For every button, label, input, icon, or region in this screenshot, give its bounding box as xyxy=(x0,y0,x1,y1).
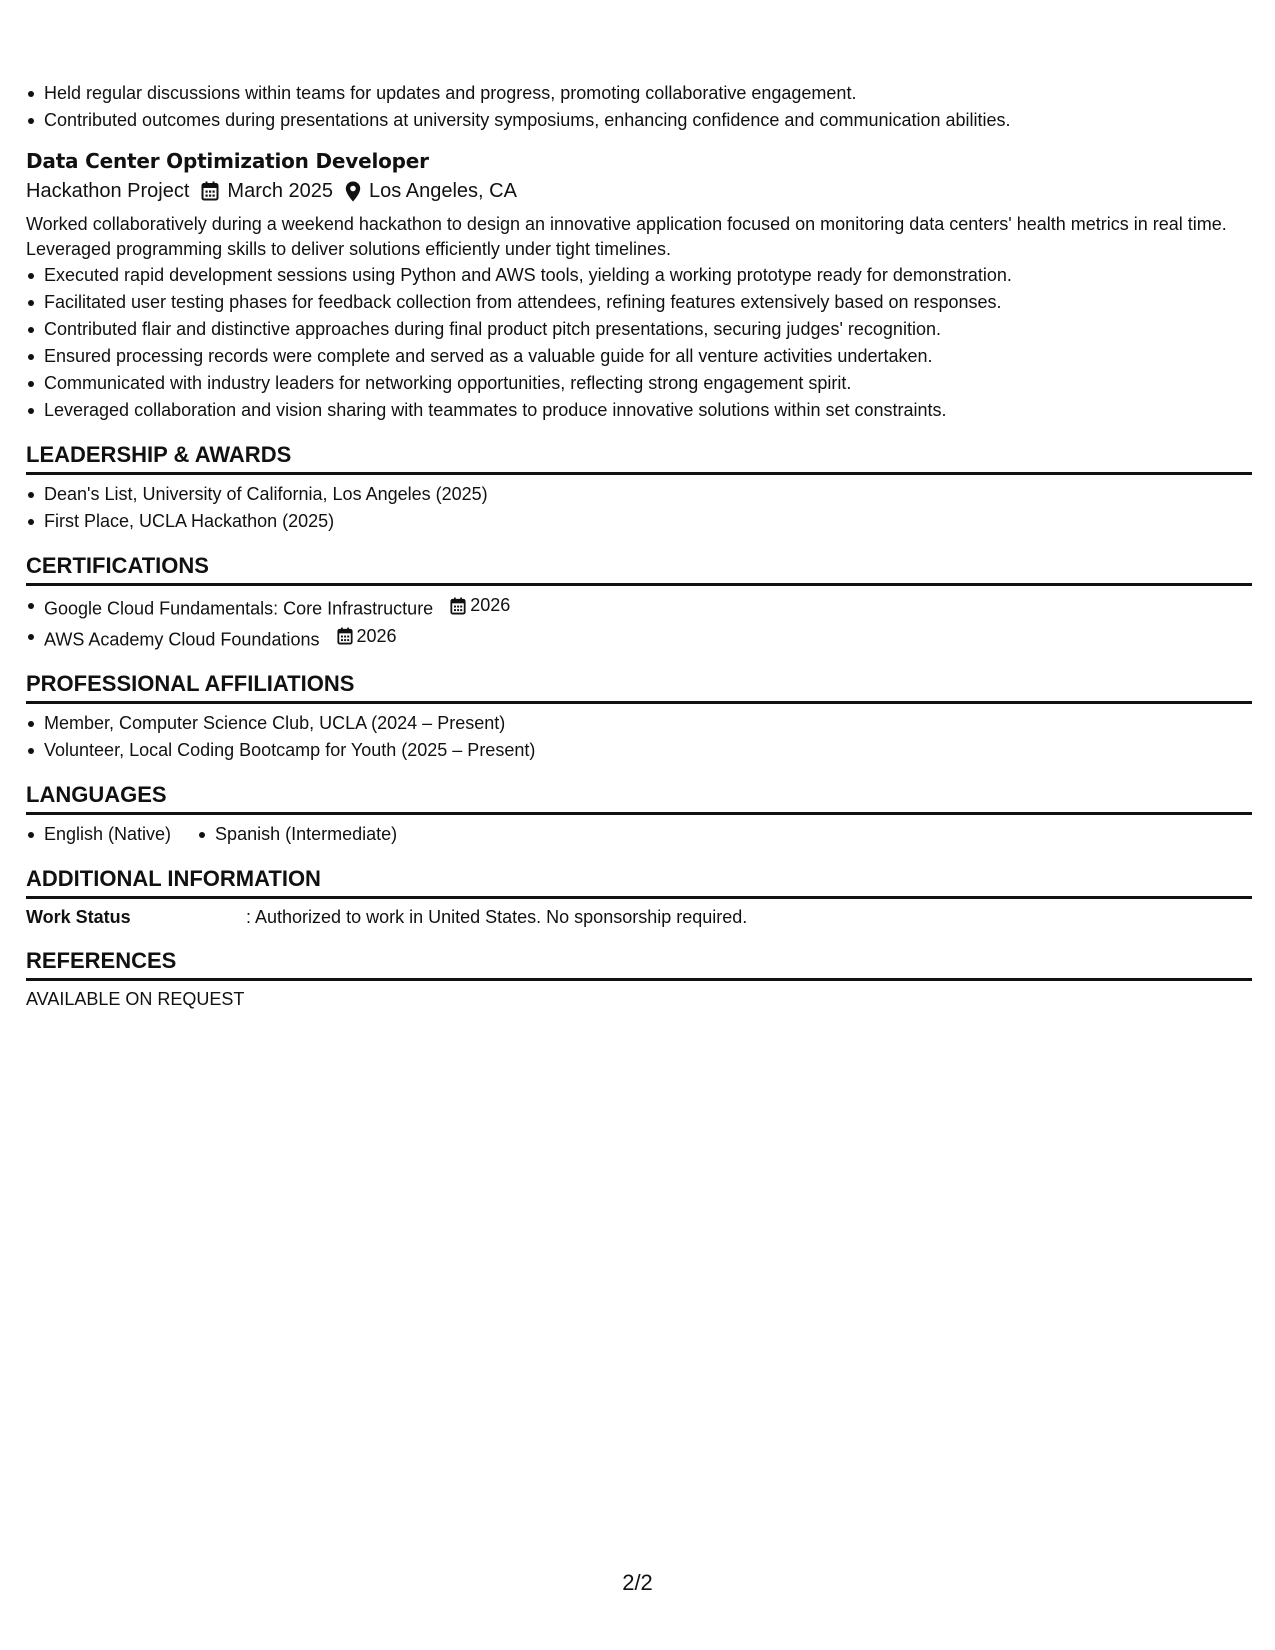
list-item xyxy=(44,623,1252,654)
job-title: Data Center Optimization Developer xyxy=(26,149,429,173)
list-item: Volunteer, Local Coding Bootcamp for Youth (2025 – Present) xyxy=(44,737,1252,764)
cert-date xyxy=(450,592,510,619)
list-item: Member, Computer Science Club, UCLA (2024 – Present) xyxy=(44,710,1252,737)
list-item xyxy=(44,592,1252,623)
section-heading-affiliations: PROFESSIONAL AFFILIATIONS xyxy=(26,669,1252,704)
job-date: March 2025 xyxy=(227,180,334,202)
list-item: Leveraged collaboration and vision sharing with teammates to produce innovative solutions within set constraints. xyxy=(44,397,1252,424)
work-status-row xyxy=(26,905,1252,930)
map-pin-icon xyxy=(345,181,361,202)
list-item: Executed rapid development sessions using Python and AWS tools, yielding a working prototype ready for demonstration. xyxy=(44,262,1252,289)
list-item: Spanish (Intermediate) xyxy=(215,821,397,848)
job-company: Hackathon Project xyxy=(26,180,190,202)
list-item: Contributed flair and distinctive approaches during final product pitch presentations, securing judges' recognition. xyxy=(44,316,1252,343)
job-bullets xyxy=(26,262,1252,424)
work-status-value: : Authorized to work in United States. No sponsorship required. xyxy=(246,907,748,927)
intro-bullets xyxy=(26,80,1252,134)
cert-name: Google Cloud Fundamentals: Core Infrastructure xyxy=(44,598,434,619)
cert-name: AWS Academy Cloud Foundations xyxy=(44,629,320,649)
section-heading-references: REFERENCES xyxy=(26,946,1252,981)
list-item: Facilitated user testing phases for feedback collection from attendees, refining features extensively based on responses. xyxy=(44,289,1252,316)
certifications-list xyxy=(26,592,1252,653)
calendar-icon xyxy=(450,597,466,615)
job-description: Worked collaboratively during a weekend hackathon to design an innovative application focused on monitoring data centers' health metrics in real time. Leveraged programming skills to deliver solutions efficiently under tight timelines. xyxy=(26,214,1227,259)
job-meta xyxy=(26,176,1252,206)
calendar-icon xyxy=(337,627,353,645)
affiliations-list xyxy=(26,710,1252,764)
languages-list xyxy=(26,821,1252,848)
list-item: English (Native) xyxy=(44,821,171,848)
section-heading-additional: ADDITIONAL INFORMATION xyxy=(26,864,1252,899)
job-location: Los Angeles, CA xyxy=(369,180,517,202)
section-heading-leadership: LEADERSHIP & AWARDS xyxy=(26,440,1252,475)
cert-year: 2026 xyxy=(356,625,397,646)
work-status-label: Work Status xyxy=(26,907,131,927)
section-heading-certifications: CERTIFICATIONS xyxy=(26,551,1252,586)
list-item: Communicated with industry leaders for networking opportunities, reflecting strong engagement spirit. xyxy=(44,370,1252,397)
resume-page xyxy=(26,80,1252,1012)
list-item: Dean's List, University of California, Los Angeles (2025) xyxy=(44,481,1252,508)
section-heading-languages: LANGUAGES xyxy=(26,780,1252,815)
cert-date xyxy=(337,623,397,650)
list-item: Contributed outcomes during presentations at university symposiums, enhancing confidence and communication abilities. xyxy=(44,107,1252,134)
list-item: First Place, UCLA Hackathon (2025) xyxy=(44,508,1252,535)
leadership-list xyxy=(26,481,1252,535)
cert-year: 2026 xyxy=(470,595,511,615)
calendar-icon xyxy=(201,181,219,201)
references-text: AVAILABLE ON REQUEST xyxy=(26,989,245,1009)
page-number: 2/2 xyxy=(622,1570,653,1595)
list-item: Ensured processing records were complete and served as a valuable guide for all venture activities undertaken. xyxy=(44,343,1252,370)
list-item: Held regular discussions within teams for updates and progress, promoting collaborative engagement. xyxy=(44,80,1252,107)
